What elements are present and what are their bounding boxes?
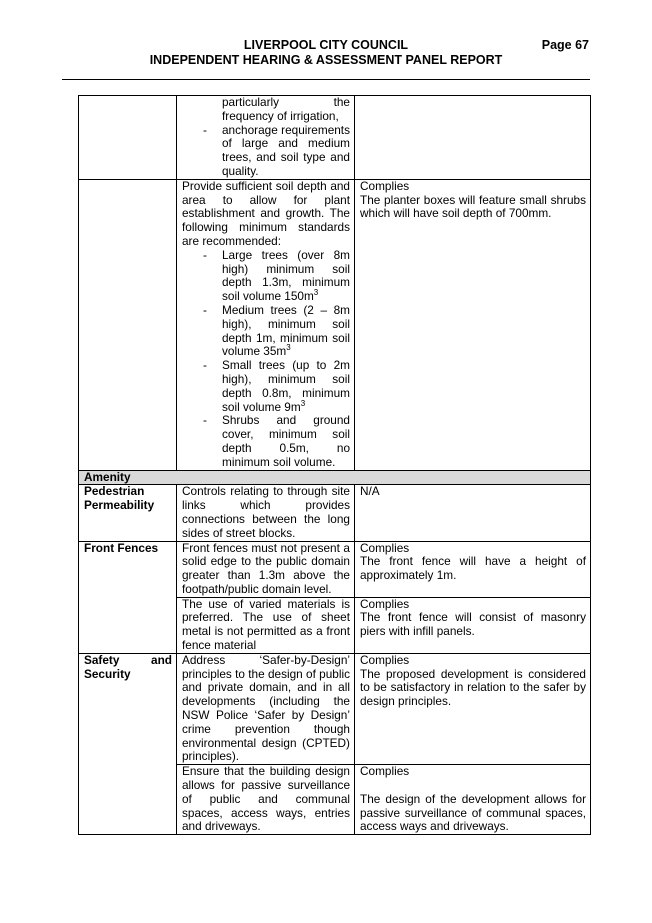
comment-cell: [355, 96, 591, 180]
list-item-text: Small trees (up to 2m high), minimum soil depth 0.8m, minimum soil volume 9m: [222, 358, 350, 414]
control-text: Provide sufficient soil depth and area to allow for plant establishment and growth. The following minimum standards are recommended:: [182, 178, 350, 248]
table-row: [79, 96, 591, 180]
table-row: [79, 541, 591, 597]
table-row: [79, 485, 591, 541]
list-item: [203, 249, 350, 304]
comment-text: The proposed development is considered to be satisfactory in relation to the safer by design principles.: [360, 666, 586, 709]
control-cell: Ensure that the building design allows for passive surveillance of public and communal spaces, access ways, entries and driveways.: [177, 765, 355, 835]
table-row: [79, 179, 591, 470]
control-cell: [177, 179, 355, 470]
header-council-name: LIVERPOOL CITY COUNCIL: [243, 38, 409, 52]
compliance-status: Complies: [360, 652, 410, 667]
criteria-cell: [79, 96, 177, 180]
control-cell: [177, 96, 355, 180]
page-number: Page 67: [541, 38, 589, 52]
list-item: [203, 304, 350, 359]
criteria-cell: Pedestrian Permeability: [79, 485, 177, 541]
section-row: [79, 470, 591, 485]
superscript: 3: [286, 343, 291, 353]
superscript: 3: [300, 398, 306, 408]
criteria-cell: Front Fences: [79, 541, 177, 653]
list-item-text: Medium trees (2 – 8m high), minimum soil depth 1m, minimum soil volume 35m: [222, 302, 350, 359]
spacer: [360, 779, 586, 793]
comment-text: The design of the development allows for passive surveillance of communal spaces, access ways and driveways.: [360, 791, 586, 834]
section-heading: Amenity: [79, 470, 591, 485]
compliance-status: Complies: [360, 178, 410, 193]
control-list: [182, 96, 350, 179]
compliance-table: [78, 95, 591, 835]
comment-text: The front fence will have a height of approximately 1m.: [360, 554, 586, 583]
comment-cell: [355, 541, 591, 597]
list-item-text: Large trees (over 8m high) minimum soil depth 1.3m, minimum soil volume 150m: [222, 247, 350, 304]
comment-cell: [355, 179, 591, 470]
comment-cell: [355, 597, 591, 653]
comment-text: The planter boxes will feature small shrubs which will have soil depth of 700mm.: [360, 192, 586, 221]
compliance-status: Complies: [360, 764, 410, 779]
control-cell: The use of varied materials is preferred. The use of sheet metal is not permitted as a front fence material: [177, 597, 355, 653]
superscript: 3: [313, 288, 319, 298]
comment-text: The front fence will consist of masonry piers with infill panels.: [360, 610, 586, 639]
control-list: [182, 249, 350, 470]
list-item: [203, 359, 350, 414]
header-divider: [62, 79, 590, 80]
table-row: [79, 653, 591, 764]
control-cell: Address ‘Safer-by-Design’ principles to the design of public and private domain, and in all developments (including the NSW Police ‘Safer by Design’ crime prevention though environmental design (CPTED) principles).: [177, 653, 355, 764]
comment-cell: [355, 765, 591, 835]
criteria-cell: [79, 179, 177, 470]
header-report-title: INDEPENDENT HEARING & ASSESSMENT PANEL REPORT: [149, 53, 503, 67]
comment-cell: N/A: [355, 485, 591, 541]
comment-cell: [355, 653, 591, 764]
compliance-status: Complies: [360, 540, 410, 555]
control-cell: Front fences must not present a solid edge to the public domain greater than 1.3m above the footpath/public domain level.: [177, 541, 355, 597]
compliance-status: Complies: [360, 596, 410, 611]
control-cell: Controls relating to through site links which provides connections between the long sides of street blocks.: [177, 485, 355, 541]
list-item: particularly the frequency of irrigation,: [222, 95, 350, 123]
list-item: - anchorage requirements of large and medium trees, and soil type and quality.: [203, 124, 350, 179]
criteria-cell: Safety and Security: [79, 653, 177, 834]
list-item: - Shrubs and ground cover, minimum soil depth 0.5m, no minimum soil volume.: [203, 414, 350, 469]
